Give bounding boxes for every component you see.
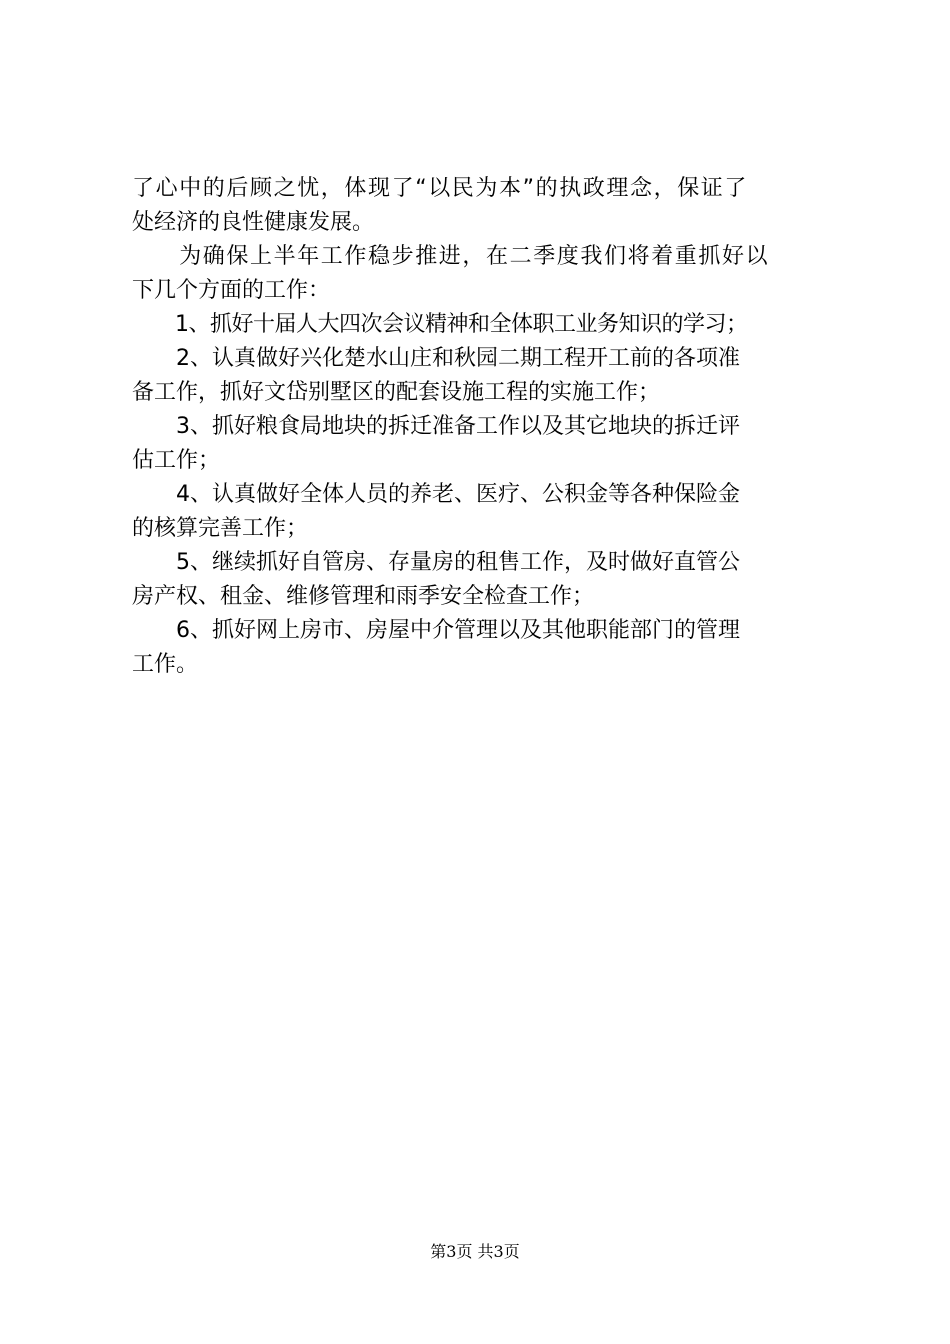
text-line: 6、抓好网上房市、房屋中介管理以及其他职能部门的管理 — [132, 618, 740, 643]
text-line: 的核算完善工作； — [132, 516, 309, 541]
text-line: 1、抓好十届人大四次会议精神和全体职工业务知识的学习； — [132, 312, 748, 337]
page-number-footer: 第3页 共3页 — [430, 1242, 520, 1261]
text-line: 房产权、租金、维修管理和雨季安全检查工作； — [132, 584, 595, 609]
text-line: 3、抓好粮食局地块的拆迁准备工作以及其它地块的拆迁评 — [132, 414, 740, 439]
text-line: 估工作； — [132, 448, 221, 473]
text-line: 了心中的后顾之忧，体现了“以民为本”的执政理念，保证了 — [132, 176, 748, 201]
text-line: 处经济的良性健康发展。 — [132, 210, 375, 235]
document-body — [132, 172, 838, 682]
text-line: 5、继续抓好自管房、存量房的租售工作，及时做好直管公 — [132, 550, 740, 575]
text-line: 4、认真做好全体人员的养老、医疗、公积金等各种保险金 — [132, 482, 740, 507]
text-line: 下几个方面的工作： — [132, 278, 331, 303]
text-line: 备工作，抓好文岱别墅区的配套设施工程的实施工作； — [132, 380, 661, 405]
text-line: 2、认真做好兴化楚水山庄和秋园二期工程开工前的各项准 — [132, 346, 740, 371]
text-line: 为确保上半年工作稳步推进，在二季度我们将着重抓好以 — [132, 244, 770, 269]
text-line: 工作。 — [132, 652, 199, 677]
